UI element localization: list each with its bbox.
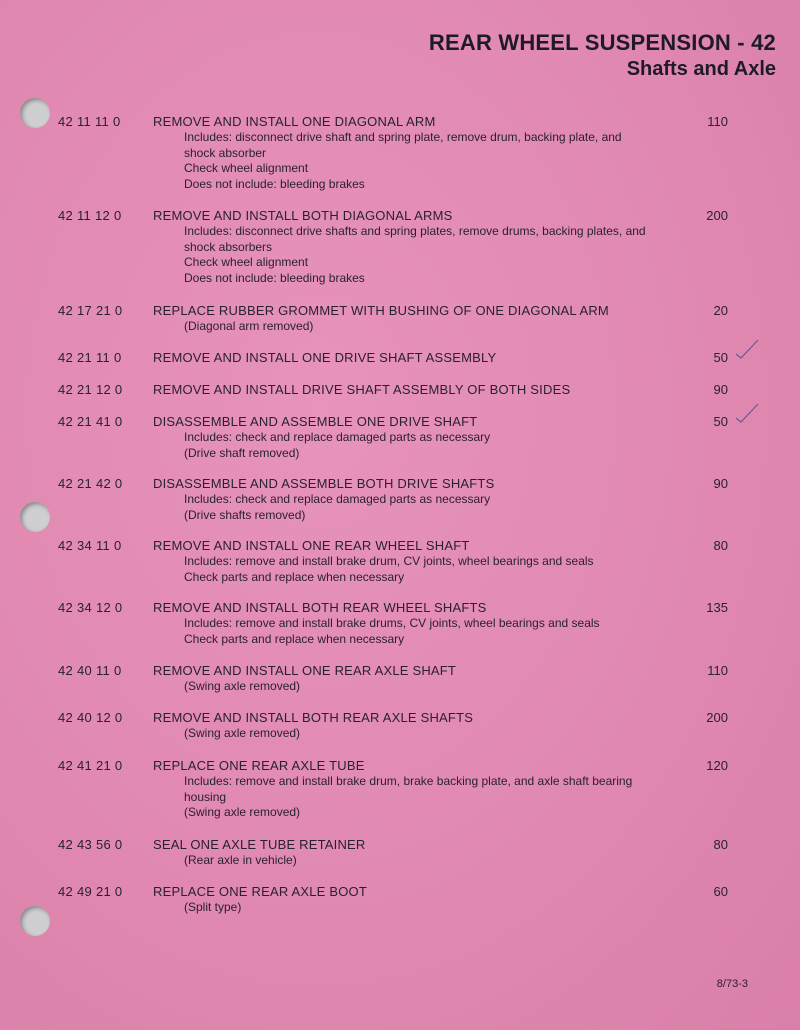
operation-description: REPLACE RUBBER GROMMET WITH BUSHING OF ONE DIAGONAL ARM <box>153 303 609 318</box>
operation-details <box>184 853 649 869</box>
detail-line: (Swing axle removed) <box>184 805 301 820</box>
operation-description: DISASSEMBLE AND ASSEMBLE ONE DRIVE SHAFT <box>153 414 478 429</box>
labor-time: 200 <box>706 710 728 725</box>
detail-line: shock absorber <box>184 145 267 160</box>
operation-details <box>184 492 649 523</box>
detail-line: Includes: remove and install brake drums, CV joints, wheel bearings and seals <box>184 616 600 630</box>
detail-line: Check wheel alignment <box>184 255 309 270</box>
labor-time: 80 <box>713 837 728 852</box>
handwritten-check-mark-icon <box>734 402 760 429</box>
operation-code: 42 34 12 0 <box>58 600 123 615</box>
operation-description: REMOVE AND INSTALL BOTH REAR AXLE SHAFTS <box>153 710 474 725</box>
labor-time: 120 <box>706 758 728 773</box>
labor-time: 110 <box>707 114 728 129</box>
handwritten-check-mark-icon <box>734 338 760 365</box>
detail-line: (Swing axle removed) <box>184 726 301 740</box>
detail-line: Check parts and replace when necessary <box>184 631 405 646</box>
operation-details <box>184 430 649 461</box>
operation-details <box>184 726 649 742</box>
labor-time: 90 <box>713 382 728 397</box>
operation-description: REPLACE ONE REAR AXLE TUBE <box>153 758 365 773</box>
labor-time: 90 <box>713 476 728 491</box>
operation-description: REMOVE AND INSTALL BOTH DIAGONAL ARMS <box>153 208 453 223</box>
operation-code: 42 40 11 0 <box>58 663 122 678</box>
detail-line: (Swing axle removed) <box>184 679 301 693</box>
operation-details <box>184 616 649 647</box>
detail-line: (Rear axle in vehicle) <box>184 853 297 867</box>
operation-description: REMOVE AND INSTALL DRIVE SHAFT ASSEMBLY OF BOTH SIDES <box>153 382 571 397</box>
binder-hole-bottom <box>20 906 50 936</box>
operation-details <box>184 319 649 335</box>
operation-description: REMOVE AND INSTALL ONE DRIVE SHAFT ASSEMBLY <box>153 350 497 365</box>
detail-line: Does not include: bleeding brakes <box>184 270 365 285</box>
detail-line: shock absorbers <box>184 239 273 254</box>
operation-code: 42 21 12 0 <box>58 382 123 397</box>
detail-line: Check wheel alignment <box>184 161 309 176</box>
operation-description: REMOVE AND INSTALL BOTH REAR WHEEL SHAFTS <box>153 600 487 615</box>
operation-details <box>184 224 649 286</box>
operation-code: 42 17 21 0 <box>58 303 123 318</box>
operation-description: REMOVE AND INSTALL ONE DIAGONAL ARM <box>153 114 436 129</box>
detail-line: Includes: disconnect drive shafts and spring plates, remove drums, backing plates, and <box>184 224 646 238</box>
labor-time: 80 <box>713 538 728 553</box>
labor-time: 60 <box>713 884 728 899</box>
operation-code: 42 21 42 0 <box>58 476 123 491</box>
detail-line: (Drive shaft removed) <box>184 445 300 460</box>
labor-time: 200 <box>706 208 728 223</box>
detail-line: (Split type) <box>184 900 242 914</box>
labor-time: 50 <box>713 350 728 365</box>
operation-code: 42 21 41 0 <box>58 414 123 429</box>
labor-time: 110 <box>707 663 728 678</box>
detail-line: housing <box>184 789 227 804</box>
labor-time: 20 <box>713 303 728 318</box>
operation-details <box>184 774 649 821</box>
operation-code: 42 49 21 0 <box>58 884 123 899</box>
operation-code: 42 21 11 0 <box>58 350 122 365</box>
detail-line: Check parts and replace when necessary <box>184 569 405 584</box>
binder-hole-middle <box>20 502 50 532</box>
detail-line: Includes: remove and install brake drum, CV joints, wheel bearings and seals <box>184 554 594 568</box>
operation-details <box>184 900 649 916</box>
operation-details <box>184 554 649 585</box>
operation-description: SEAL ONE AXLE TUBE RETAINER <box>153 837 366 852</box>
labor-time: 50 <box>713 414 728 429</box>
operation-description: REMOVE AND INSTALL ONE REAR AXLE SHAFT <box>153 663 457 678</box>
detail-line: Does not include: bleeding brakes <box>184 176 365 191</box>
page-title: REAR WHEEL SUSPENSION - 42 <box>428 30 776 55</box>
operation-details <box>184 679 649 695</box>
operation-details <box>184 130 649 192</box>
detail-line: Includes: check and replace damaged parts as necessary <box>184 430 491 444</box>
detail-line: Includes: check and replace damaged parts as necessary <box>184 492 491 506</box>
operation-code: 42 40 12 0 <box>58 710 123 725</box>
page-subtitle: Shafts and Axle <box>626 58 776 80</box>
detail-line: (Drive shafts removed) <box>184 507 306 522</box>
operation-code: 42 11 12 0 <box>58 208 122 223</box>
labor-time: 135 <box>706 600 728 615</box>
operation-code: 42 41 21 0 <box>58 758 123 773</box>
operation-description: DISASSEMBLE AND ASSEMBLE BOTH DRIVE SHAFTS <box>153 476 495 491</box>
operation-description: REPLACE ONE REAR AXLE BOOT <box>153 884 367 899</box>
detail-line: (Diagonal arm removed) <box>184 319 314 333</box>
operation-code: 42 34 11 0 <box>58 538 122 553</box>
detail-line: Includes: remove and install brake drum, brake backing plate, and axle shaft bearing <box>184 774 633 788</box>
operation-description: REMOVE AND INSTALL ONE REAR WHEEL SHAFT <box>153 538 470 553</box>
page-header <box>429 30 776 81</box>
detail-line: Includes: disconnect drive shaft and spring plate, remove drum, backing plate, and <box>184 130 622 144</box>
page-reference: 8/73-3 <box>716 978 748 990</box>
operation-code: 42 11 11 0 <box>58 114 121 129</box>
operation-code: 42 43 56 0 <box>58 837 123 852</box>
binder-hole-top <box>20 98 50 128</box>
